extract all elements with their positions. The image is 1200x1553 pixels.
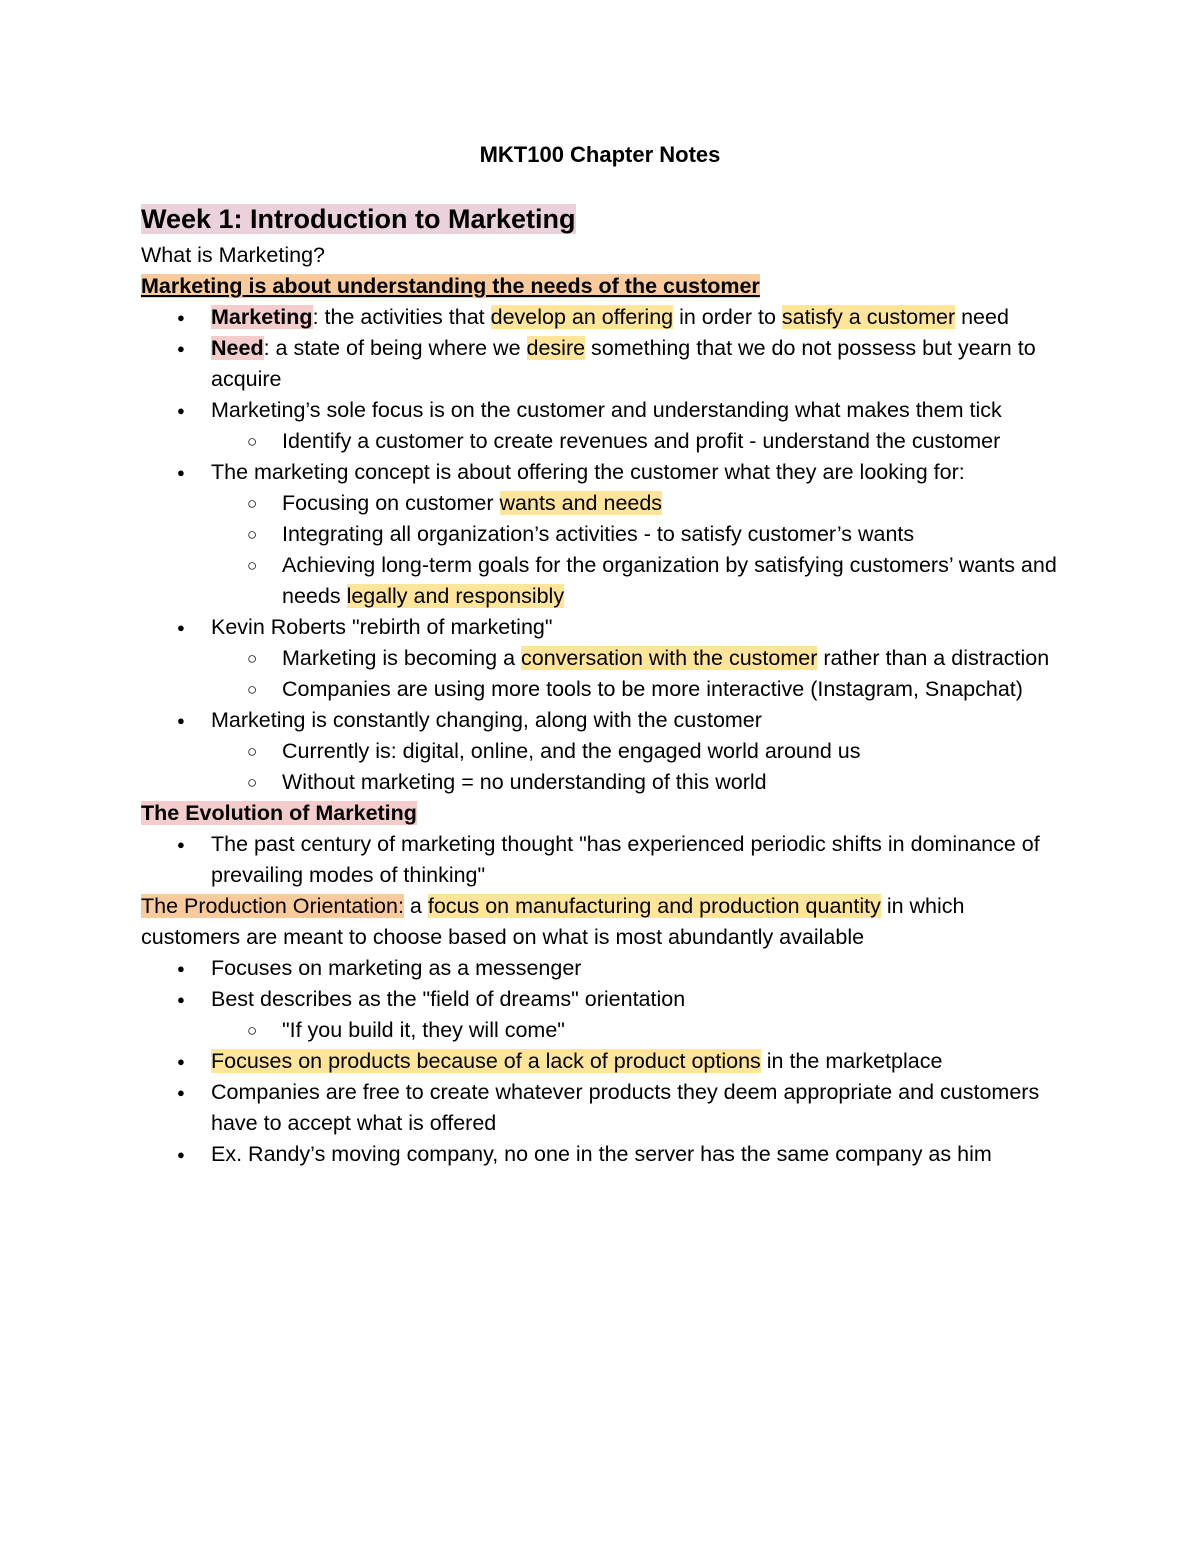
subbullet-conversation: ○ Marketing is becoming a conversation with the customer rather than a distraction bbox=[141, 643, 1061, 674]
bullet-marketing-definition: ● Marketing: the activities that develop an offering in order to satisfy a customer need bbox=[141, 302, 1061, 333]
subbullet-interactive-tools: ○ Companies are using more tools to be more interactive (Instagram, Snapchat) bbox=[141, 674, 1061, 705]
subbullet-long-term: ○ Achieving long-term goals for the organization by satisfying customers’ wants and needs legally and responsibly bbox=[141, 550, 1061, 612]
subbullet-identify-customer: ○ Identify a customer to create revenues and profit - understand the customer bbox=[141, 426, 1061, 457]
subheading-understanding: Marketing is about understanding the needs of the customer bbox=[141, 274, 760, 298]
what-is-marketing: What is Marketing? bbox=[141, 243, 326, 267]
subbullet-wants-needs: ○ Focusing on customer wants and needs bbox=[141, 488, 1061, 519]
bullet-field-of-dreams: ● Best describes as the "field of dreams" orientation bbox=[141, 984, 1061, 1015]
subheading-evolution: The Evolution of Marketing bbox=[141, 801, 417, 825]
document-title: MKT100 Chapter Notes bbox=[479, 142, 721, 167]
bullet-example-randy: ● Ex. Randy’s moving company, no one in the server has the same company as him bbox=[141, 1139, 1061, 1170]
week-heading: Week 1: Introduction to Marketing bbox=[141, 204, 576, 234]
document-body bbox=[141, 200, 1061, 1170]
bullet-messenger: ● Focuses on marketing as a messenger bbox=[141, 953, 1061, 984]
bullet-lack-of-options: ● Focuses on products because of a lack of product options in the marketplace bbox=[141, 1046, 1061, 1077]
bullet-kevin-roberts: ● Kevin Roberts "rebirth of marketing" bbox=[141, 612, 1061, 643]
bullet-sole-focus: ● Marketing’s sole focus is on the customer and understanding what makes them tick bbox=[141, 395, 1061, 426]
bullet-constantly-changing: ● Marketing is constantly changing, along with the customer bbox=[141, 705, 1061, 736]
bullet-marketing-concept: ● The marketing concept is about offering the customer what they are looking for: bbox=[141, 457, 1061, 488]
production-orientation-paragraph: The Production Orientation: a focus on manufacturing and production quantity in which customers are meant to choose based on what is most abundantly available bbox=[141, 894, 965, 949]
bullet-past-century: ● The past century of marketing thought "has experienced periodic shifts in dominance of prevailing modes of thinking" bbox=[141, 829, 1061, 891]
bullet-need-definition: ● Need: a state of being where we desire something that we do not possess but yearn to acquire bbox=[141, 333, 1061, 395]
subbullet-currently: ○ Currently is: digital, online, and the engaged world around us bbox=[141, 736, 1061, 767]
subbullet-build-it: ○ "If you build it, they will come" bbox=[141, 1015, 1061, 1046]
bullet-companies-free: ● Companies are free to create whatever products they deem appropriate and customers have to accept what is offered bbox=[141, 1077, 1061, 1139]
subbullet-without-marketing: ○ Without marketing = no understanding of this world bbox=[141, 767, 1061, 798]
subbullet-integrating: ○ Integrating all organization’s activities - to satisfy customer’s wants bbox=[141, 519, 1061, 550]
